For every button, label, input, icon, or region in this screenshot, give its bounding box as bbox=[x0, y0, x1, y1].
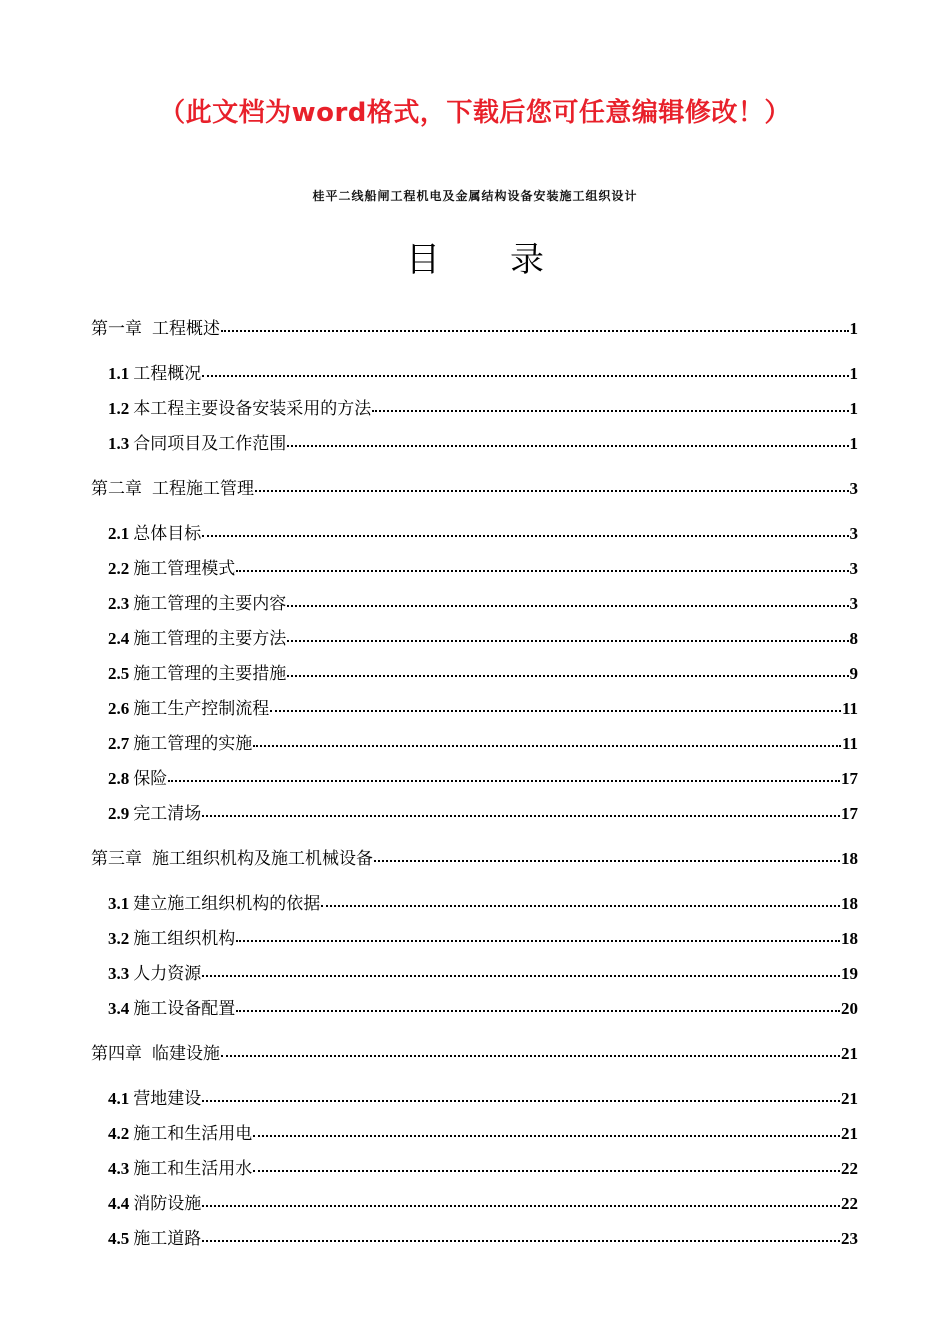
toc-entry-number: 第一章 bbox=[91, 319, 142, 338]
toc-page-number: 23 bbox=[841, 1229, 858, 1248]
toc-page-number: 3 bbox=[849, 594, 858, 613]
toc-page-number: 21 bbox=[841, 1044, 858, 1063]
toc-section-entry[interactable] bbox=[108, 994, 858, 1019]
toc-dot-leader bbox=[202, 1191, 840, 1207]
toc-section-entry[interactable] bbox=[108, 924, 858, 949]
toc-entry-number: 3.2 bbox=[108, 929, 130, 948]
toc-dot-leader bbox=[287, 591, 848, 607]
toc-section-entry[interactable] bbox=[108, 519, 858, 544]
toc-entry-label: 建立施工组织机构的依据 bbox=[133, 894, 321, 913]
toc-entry-label: 施工和生活用水 bbox=[133, 1159, 253, 1178]
toc-page-number: 18 bbox=[841, 929, 858, 948]
toc-entry-number: 1.1 bbox=[108, 364, 130, 383]
toc-entry-number: 4.1 bbox=[108, 1089, 130, 1108]
toc-dot-leader bbox=[202, 521, 848, 537]
toc-entry-number: 2.1 bbox=[108, 524, 130, 543]
toc-entry-label: 施工管理的主要措施 bbox=[133, 664, 287, 683]
toc-entry-number: 2.5 bbox=[108, 664, 130, 683]
toc-dot-leader bbox=[221, 1041, 840, 1057]
toc-chapter-entry[interactable] bbox=[91, 474, 858, 499]
toc-entry-number: 2.9 bbox=[108, 804, 130, 823]
toc-page-number: 3 bbox=[849, 559, 858, 578]
toc-entry-number: 4.4 bbox=[108, 1194, 130, 1213]
edit-notice-banner: （此文档为word格式，下载后您可任意编辑修改！） bbox=[159, 98, 791, 128]
toc-dot-leader bbox=[202, 1086, 840, 1102]
toc-dot-leader bbox=[168, 766, 840, 782]
toc-dot-leader bbox=[202, 961, 840, 977]
toc-dot-leader bbox=[287, 431, 848, 447]
toc-page-number: 11 bbox=[841, 734, 858, 753]
toc-section-entry[interactable] bbox=[108, 694, 858, 719]
toc-entry-number: 2.6 bbox=[108, 699, 130, 718]
toc-section-entry[interactable] bbox=[108, 889, 858, 914]
toc-entry-label: 施工管理的主要方法 bbox=[133, 629, 287, 648]
toc-entry-number: 2.2 bbox=[108, 559, 130, 578]
document-title: 桂平二线船闸工程机电及金属结构设备安装施工组织设计 bbox=[312, 189, 638, 203]
toc-entry-label: 施工组织机构 bbox=[133, 929, 236, 948]
toc-dot-leader bbox=[202, 361, 848, 377]
toc-entry-label: 营地建设 bbox=[133, 1089, 202, 1108]
toc-dot-leader bbox=[236, 996, 840, 1012]
toc-dot-leader bbox=[202, 801, 840, 817]
toc-entry-label: 完工清场 bbox=[133, 804, 202, 823]
toc-page-number: 17 bbox=[841, 804, 858, 823]
toc-section-entry[interactable] bbox=[108, 554, 858, 579]
toc-dot-leader bbox=[255, 476, 849, 492]
toc-page-number: 18 bbox=[841, 894, 858, 913]
toc-dot-leader bbox=[202, 1226, 840, 1242]
toc-entry-label: 施工管理的主要内容 bbox=[133, 594, 287, 613]
toc-section-entry[interactable] bbox=[108, 1119, 858, 1144]
toc-page-number: 20 bbox=[841, 999, 858, 1018]
toc-section-entry[interactable] bbox=[108, 1224, 858, 1249]
toc-page-number: 1 bbox=[849, 399, 858, 418]
toc-entry-label: 工程概况 bbox=[133, 364, 202, 383]
toc-entry-label: 合同项目及工作范围 bbox=[133, 434, 287, 453]
toc-entry-number: 第二章 bbox=[91, 479, 142, 498]
toc-entry-label: 工程概述 bbox=[152, 319, 220, 338]
toc-section-entry[interactable] bbox=[108, 624, 858, 649]
toc-dot-leader bbox=[270, 696, 841, 712]
toc-page-number: 3 bbox=[849, 524, 858, 543]
toc-entry-number: 第四章 bbox=[91, 1044, 142, 1063]
toc-dot-leader bbox=[287, 626, 848, 642]
toc-entry-label: 临建设施 bbox=[152, 1044, 220, 1063]
toc-section-entry[interactable] bbox=[108, 799, 858, 824]
toc-entry-label: 保险 bbox=[133, 769, 168, 788]
toc-entry-number: 第三章 bbox=[91, 849, 142, 868]
toc-chapter-entry[interactable] bbox=[91, 844, 858, 869]
toc-page-number: 18 bbox=[841, 849, 858, 868]
toc-section-entry[interactable] bbox=[108, 359, 858, 384]
toc-entry-label: 施工和生活用电 bbox=[133, 1124, 253, 1143]
toc-entry-label: 施工道路 bbox=[133, 1229, 202, 1248]
toc-entry-number: 3.3 bbox=[108, 964, 130, 983]
toc-dot-leader bbox=[221, 316, 849, 332]
toc-dot-leader bbox=[287, 661, 848, 677]
toc-entry-number: 1.2 bbox=[108, 399, 130, 418]
toc-dot-leader bbox=[253, 1156, 840, 1172]
toc-page-number: 1 bbox=[849, 434, 858, 453]
toc-entry-number: 4.3 bbox=[108, 1159, 130, 1178]
toc-page-number: 22 bbox=[841, 1159, 858, 1178]
toc-entry-number: 2.3 bbox=[108, 594, 130, 613]
toc-page-number: 17 bbox=[841, 769, 858, 788]
toc-entry-label: 工程施工管理 bbox=[152, 479, 254, 498]
toc-page-number: 8 bbox=[849, 629, 858, 648]
toc-section-entry[interactable] bbox=[108, 729, 858, 754]
toc-entry-label: 施工组织机构及施工机械设备 bbox=[152, 849, 373, 868]
toc-dot-leader bbox=[236, 556, 848, 572]
toc-section-entry[interactable] bbox=[108, 659, 858, 684]
toc-section-entry[interactable] bbox=[108, 1084, 858, 1109]
toc-page-number: 21 bbox=[841, 1124, 858, 1143]
toc-page-number: 1 bbox=[849, 319, 858, 338]
toc-page-number: 19 bbox=[841, 964, 858, 983]
toc-dot-leader bbox=[374, 846, 840, 862]
toc-heading: 目录 bbox=[406, 240, 614, 280]
toc-chapter-entry[interactable] bbox=[91, 1039, 858, 1064]
toc-page-number: 9 bbox=[849, 664, 858, 683]
toc-section-entry[interactable] bbox=[108, 1154, 858, 1179]
toc-dot-leader bbox=[253, 731, 841, 747]
toc-entry-number: 2.4 bbox=[108, 629, 130, 648]
toc-entry-number: 1.3 bbox=[108, 434, 130, 453]
toc-entry-label: 人力资源 bbox=[133, 964, 202, 983]
toc-dot-leader bbox=[372, 396, 848, 412]
toc-page-number: 1 bbox=[849, 364, 858, 383]
toc-section-entry[interactable] bbox=[108, 394, 858, 419]
toc-chapter-entry[interactable] bbox=[91, 314, 858, 339]
toc-section-entry[interactable] bbox=[108, 959, 858, 984]
toc-page-number: 11 bbox=[841, 699, 858, 718]
toc-entry-label: 消防设施 bbox=[133, 1194, 202, 1213]
toc-entry-number: 4.2 bbox=[108, 1124, 130, 1143]
toc-entry-number: 2.7 bbox=[108, 734, 130, 753]
toc-section-entry[interactable] bbox=[108, 589, 858, 614]
toc-entry-label: 本工程主要设备安装采用的方法 bbox=[133, 399, 372, 418]
toc-page-number: 3 bbox=[849, 479, 858, 498]
toc-entry-number: 3.1 bbox=[108, 894, 130, 913]
toc-page-number: 21 bbox=[841, 1089, 858, 1108]
toc-section-entry[interactable] bbox=[108, 1189, 858, 1214]
toc-entry-number: 3.4 bbox=[108, 999, 130, 1018]
toc-entry-label: 施工管理的实施 bbox=[133, 734, 253, 753]
toc-entry-number: 2.8 bbox=[108, 769, 130, 788]
toc-entry-label: 施工设备配置 bbox=[133, 999, 236, 1018]
toc-page-number: 22 bbox=[841, 1194, 858, 1213]
toc-entry-label: 施工生产控制流程 bbox=[133, 699, 270, 718]
toc-entry-label: 总体目标 bbox=[133, 524, 202, 543]
toc-entry-number: 4.5 bbox=[108, 1229, 130, 1248]
toc-dot-leader bbox=[236, 926, 840, 942]
toc-dot-leader bbox=[253, 1121, 840, 1137]
toc-section-entry[interactable] bbox=[108, 764, 858, 789]
toc-section-entry[interactable] bbox=[108, 429, 858, 454]
toc-dot-leader bbox=[321, 891, 840, 907]
toc-entry-label: 施工管理模式 bbox=[133, 559, 236, 578]
